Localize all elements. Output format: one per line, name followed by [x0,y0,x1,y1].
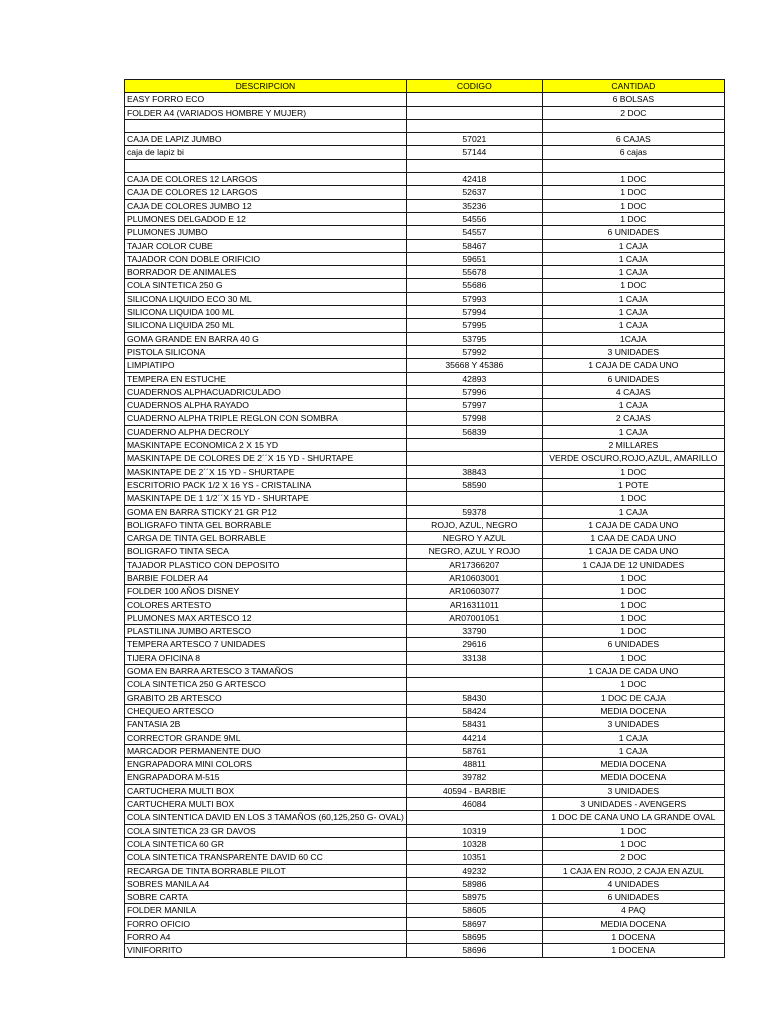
cell-cantidad: 1 DOC [542,585,724,598]
header-cantidad: CANTIDAD [542,80,724,93]
cell-descripcion: TAJAR COLOR CUBE [125,239,407,252]
cell-cantidad: 3 UNIDADES [542,345,724,358]
table-row [125,718,725,731]
cell-descripcion: SILICONA LIQUIDA 100 ML [125,306,407,319]
cell-cantidad: 1 POTE [542,478,724,491]
cell-cantidad: 1 CAJA DE CADA UNO [542,359,724,372]
cell-cantidad: 3 UNIDADES [542,718,724,731]
header-row [125,80,725,93]
table-row [125,558,725,571]
cell-codigo [406,811,542,824]
cell-descripcion: MASKINTAPE DE 1 1/2´´X 15 YD - SHURTAPE [125,492,407,505]
cell-codigo [406,106,542,119]
cell-descripcion: GRABITO 2B ARTESCO [125,691,407,704]
cell-cantidad: 1 CAJA [542,731,724,744]
cell-codigo [406,439,542,452]
cell-codigo: 56839 [406,425,542,438]
cell-codigo: 58590 [406,478,542,491]
table-row [125,877,725,890]
cell-codigo: 40594 - BARBIE [406,784,542,797]
cell-codigo [406,159,542,172]
cell-codigo: NEGRO, AZUL Y ROJO [406,545,542,558]
table-row [125,625,725,638]
cell-cantidad [542,159,724,172]
cell-descripcion: MASKINTAPE ECONOMICA 2 X 15 YD [125,439,407,452]
table-row [125,399,725,412]
table-row [125,478,725,491]
cell-cantidad: 1 CAJA [542,239,724,252]
cell-cantidad: 6 cajas [542,146,724,159]
cell-descripcion: caja de lapiz bi [125,146,407,159]
cell-descripcion: CUADERNO ALPHA DECROLY [125,425,407,438]
cell-descripcion: CAJA DE COLORES JUMBO 12 [125,199,407,212]
cell-cantidad: 1 CAA DE CADA UNO [542,532,724,545]
table-row [125,345,725,358]
cell-cantidad: 3 UNIDADES - AVENGERS [542,798,724,811]
cell-cantidad: 1 CAJA DE CADA UNO [542,665,724,678]
cell-codigo: 58697 [406,917,542,930]
cell-descripcion: CARGA DE TINTA GEL BORRABLE [125,532,407,545]
cell-codigo: 59651 [406,252,542,265]
cell-descripcion: BOLIGRAFO TINTA GEL BORRABLE [125,518,407,531]
cell-codigo: AR10603077 [406,585,542,598]
cell-descripcion: COLA SINTETICA 250 G [125,279,407,292]
cell-codigo: 55678 [406,266,542,279]
cell-cantidad [542,119,724,132]
cell-cantidad: 1 CAJA [542,319,724,332]
table-row [125,319,725,332]
cell-cantidad: 6 CAJAS [542,133,724,146]
cell-descripcion: SOBRES MANILA A4 [125,877,407,890]
cell-cantidad: 1 CAJA DE CADA UNO [542,518,724,531]
table-row [125,439,725,452]
cell-cantidad: MEDIA DOCENA [542,758,724,771]
table-row [125,518,725,531]
table-row [125,266,725,279]
cell-codigo: 57995 [406,319,542,332]
cell-descripcion: PLASTILINA JUMBO ARTESCO [125,625,407,638]
cell-descripcion: ENGRAPADORA MINI COLORS [125,758,407,771]
table-row [125,638,725,651]
cell-cantidad: 2 MILLARES [542,439,724,452]
cell-cantidad: 1 DOC [542,465,724,478]
cell-descripcion: CAJA DE COLORES 12 LARGOS [125,186,407,199]
cell-descripcion: BORRADOR DE ANIMALES [125,266,407,279]
cell-descripcion: GOMA EN BARRA STICKY 21 GR P12 [125,505,407,518]
cell-cantidad: 1 CAJA [542,425,724,438]
cell-codigo: 59378 [406,505,542,518]
cell-cantidad: 1 DOC [542,625,724,638]
table-row [125,133,725,146]
cell-descripcion: CUADERNOS ALPHA RAYADO [125,399,407,412]
cell-codigo: 39782 [406,771,542,784]
cell-descripcion: BARBIE FOLDER A4 [125,571,407,584]
cell-codigo: 58431 [406,718,542,731]
cell-descripcion: TEMPERA ARTESCO 7 UNIDADES [125,638,407,651]
table-row [125,864,725,877]
cell-cantidad: 1 DOC [542,571,724,584]
cell-codigo: 53795 [406,332,542,345]
cell-descripcion: PLUMONES DELGADOD E 12 [125,212,407,225]
cell-codigo [406,452,542,465]
cell-codigo: 58430 [406,691,542,704]
cell-cantidad: 4 UNIDADES [542,877,724,890]
cell-cantidad: 2 DOC [542,106,724,119]
cell-descripcion: CUADERNOS ALPHACUADRICULADO [125,385,407,398]
cell-codigo: 54557 [406,226,542,239]
table-row [125,891,725,904]
cell-codigo: 52637 [406,186,542,199]
cell-descripcion: FOLDER MANILA [125,904,407,917]
table-row [125,837,725,850]
table-row [125,758,725,771]
table-row [125,199,725,212]
table-row [125,119,725,132]
table-row [125,332,725,345]
table-row [125,651,725,664]
cell-cantidad: 1 DOC [542,279,724,292]
table-row [125,704,725,717]
cell-codigo: 57994 [406,306,542,319]
cell-cantidad: 6 UNIDADES [542,372,724,385]
table-row [125,598,725,611]
cell-descripcion: COLA SINTETICA 60 GR [125,837,407,850]
cell-cantidad: 1 DOC [542,611,724,624]
cell-codigo: 10328 [406,837,542,850]
table-row [125,824,725,837]
cell-descripcion: COLA SINTENTICA DAVID EN LOS 3 TAMAÑOS (60,125,250 G- OVAL) [125,811,407,824]
cell-codigo: 57144 [406,146,542,159]
cell-codigo: 42418 [406,173,542,186]
cell-descripcion: BOLIGRAFO TINTA SECA [125,545,407,558]
cell-codigo: 33138 [406,651,542,664]
cell-cantidad: 6 UNIDADES [542,638,724,651]
cell-descripcion: EASY FORRO ECO [125,93,407,106]
table-row [125,917,725,930]
cell-descripcion: PLUMONES MAX ARTESCO 12 [125,611,407,624]
cell-descripcion [125,159,407,172]
cell-codigo: 42893 [406,372,542,385]
cell-codigo: 55686 [406,279,542,292]
cell-descripcion: CUADERNO ALPHA TRIPLE REGLON CON SOMBRA [125,412,407,425]
table-row [125,385,725,398]
cell-cantidad: 2 CAJAS [542,412,724,425]
cell-cantidad: MEDIA DOCENA [542,917,724,930]
cell-cantidad: 1 DOC [542,199,724,212]
cell-cantidad: 1 CAJA [542,399,724,412]
cell-cantidad: 6 BOLSAS [542,93,724,106]
cell-cantidad: VERDE OSCURO,ROJO,AZUL, AMARILLO [542,452,724,465]
table-row [125,465,725,478]
cell-codigo: 48811 [406,758,542,771]
cell-descripcion: COLA SINTETICA 23 GR DAVOS [125,824,407,837]
cell-cantidad: 6 UNIDADES [542,891,724,904]
table-row [125,851,725,864]
cell-cantidad: 4 CAJAS [542,385,724,398]
cell-descripcion: FORRO OFICIO [125,917,407,930]
table-row [125,412,725,425]
table-row [125,611,725,624]
cell-descripcion: CORRECTOR GRANDE 9ML [125,731,407,744]
cell-descripcion: GOMA EN BARRA ARTESCO 3 TAMAÑOS [125,665,407,678]
cell-cantidad: 1 DOC [542,173,724,186]
cell-descripcion: PLUMONES JUMBO [125,226,407,239]
cell-codigo: 29616 [406,638,542,651]
cell-codigo: 58761 [406,744,542,757]
cell-codigo: 58605 [406,904,542,917]
table-row [125,811,725,824]
cell-cantidad: 1 CAJA [542,505,724,518]
table-row [125,359,725,372]
cell-descripcion [125,119,407,132]
cell-cantidad: MEDIA DOCENA [542,704,724,717]
table-row [125,452,725,465]
cell-codigo: NEGRO Y AZUL [406,532,542,545]
cell-codigo: AR16311011 [406,598,542,611]
cell-cantidad: 1 DOC [542,837,724,850]
cell-cantidad: 1 DOC [542,678,724,691]
table-row [125,931,725,944]
cell-cantidad: 3 UNIDADES [542,784,724,797]
cell-cantidad: 1 DOCENA [542,944,724,957]
cell-cantidad: 1 DOC [542,212,724,225]
cell-codigo [406,665,542,678]
cell-codigo: 44214 [406,731,542,744]
cell-codigo: 57998 [406,412,542,425]
table-row [125,146,725,159]
cell-codigo: 57021 [406,133,542,146]
cell-cantidad: 1 CAJA [542,252,724,265]
cell-cantidad: 4 PAQ [542,904,724,917]
table-row [125,665,725,678]
cell-descripcion: COLA SINTETICA TRANSPARENTE DAVID 60 CC [125,851,407,864]
cell-codigo: 58467 [406,239,542,252]
cell-descripcion: CHEQUEO ARTESCO [125,704,407,717]
cell-cantidad: 1 DOC [542,824,724,837]
cell-descripcion: ENGRAPADORA M-515 [125,771,407,784]
cell-codigo: 58696 [406,944,542,957]
cell-descripcion: TIJERA OFICINA 8 [125,651,407,664]
inventory-table [124,79,725,958]
cell-codigo: 33790 [406,625,542,638]
cell-cantidad: 1 DOC [542,598,724,611]
cell-cantidad: 1 DOC DE CAJA [542,691,724,704]
table-row [125,744,725,757]
cell-cantidad: 1 DOC [542,651,724,664]
table-row [125,731,725,744]
cell-codigo: 54556 [406,212,542,225]
table-row [125,173,725,186]
table-row [125,186,725,199]
cell-cantidad: 1 CAJA DE 12 UNIDADES [542,558,724,571]
cell-codigo [406,119,542,132]
cell-codigo: 58695 [406,931,542,944]
cell-cantidad: 1 CAJA [542,306,724,319]
cell-descripcion: FOLDER 100 AÑOS DISNEY [125,585,407,598]
cell-cantidad: 1 DOC [542,186,724,199]
table-row [125,252,725,265]
cell-cantidad: MEDIA DOCENA [542,771,724,784]
cell-cantidad: 1 DOC DE CANA UNO LA GRANDE OVAL [542,811,724,824]
cell-descripcion: SOBRE CARTA [125,891,407,904]
table-row [125,292,725,305]
table-row [125,306,725,319]
cell-descripcion: RECARGA DE TINTA BORRABLE PILOT [125,864,407,877]
cell-descripcion: FANTASIA 2B [125,718,407,731]
cell-codigo: 49232 [406,864,542,877]
cell-descripcion: MASKINTAPE DE 2´´X 15 YD - SHURTAPE [125,465,407,478]
table-row [125,492,725,505]
table-row [125,93,725,106]
cell-descripcion: CARTUCHERA MULTI BOX [125,798,407,811]
table-row [125,904,725,917]
table-row [125,691,725,704]
cell-codigo [406,678,542,691]
table-row [125,771,725,784]
cell-descripcion: COLA SINTETICA 250 G ARTESCO [125,678,407,691]
cell-cantidad: 1 CAJA [542,744,724,757]
table-row [125,944,725,957]
cell-codigo: 57992 [406,345,542,358]
cell-cantidad: 1 DOCENA [542,931,724,944]
table-row [125,585,725,598]
cell-codigo: 57993 [406,292,542,305]
cell-cantidad: 1 CAJA [542,292,724,305]
table-row [125,425,725,438]
cell-codigo: 35668 Y 45386 [406,359,542,372]
cell-codigo: 57997 [406,399,542,412]
cell-cantidad: 2 DOC [542,851,724,864]
cell-cantidad: 1 CAJA [542,266,724,279]
cell-descripcion: ESCRITORIO PACK 1/2 X 16 YS - CRISTALINA [125,478,407,491]
cell-codigo: AR17366207 [406,558,542,571]
cell-codigo: AR07001051 [406,611,542,624]
cell-descripcion: SILICONA LIQUIDO ECO 30 ML [125,292,407,305]
table-row [125,106,725,119]
cell-descripcion: VINIFORRITO [125,944,407,957]
cell-codigo [406,93,542,106]
cell-codigo: 58986 [406,877,542,890]
cell-descripcion: SILICONA LIQUIDA 250 ML [125,319,407,332]
cell-descripcion: GOMA GRANDE EN BARRA 40 G [125,332,407,345]
cell-descripcion: CARTUCHERA MULTI BOX [125,784,407,797]
cell-descripcion: LIMPIATIPO [125,359,407,372]
header-descripcion: DESCRIPCION [125,80,407,93]
cell-descripcion: CAJA DE LAPIZ JUMBO [125,133,407,146]
cell-descripcion: CAJA DE COLORES 12 LARGOS [125,173,407,186]
cell-cantidad: 1CAJA [542,332,724,345]
header-codigo: CODIGO [406,80,542,93]
cell-descripcion: FOLDER A4 (VARIADOS HOMBRE Y MUJER) [125,106,407,119]
cell-codigo: 58975 [406,891,542,904]
cell-descripcion: COLORES ARTESTO [125,598,407,611]
cell-descripcion: PISTOLA SILICONA [125,345,407,358]
cell-codigo: 57996 [406,385,542,398]
table-row [125,571,725,584]
cell-codigo: 38843 [406,465,542,478]
cell-descripcion: TAJADOR PLASTICO CON DEPOSITO [125,558,407,571]
table-row [125,372,725,385]
table-row [125,159,725,172]
cell-cantidad: 1 CAJA DE CADA UNO [542,545,724,558]
table-row [125,532,725,545]
cell-descripcion: FORRO A4 [125,931,407,944]
table-row [125,678,725,691]
table-row [125,239,725,252]
cell-cantidad: 6 UNIDADES [542,226,724,239]
cell-codigo: 58424 [406,704,542,717]
cell-codigo: 35236 [406,199,542,212]
table-row [125,545,725,558]
cell-descripcion: TAJADOR CON DOBLE ORIFICIO [125,252,407,265]
table-row [125,279,725,292]
table-row [125,505,725,518]
table-row [125,226,725,239]
cell-cantidad: 1 CAJA EN ROJO, 2 CAJA EN AZUL [542,864,724,877]
cell-codigo: ROJO, AZUL, NEGRO [406,518,542,531]
cell-codigo [406,492,542,505]
cell-codigo: 10319 [406,824,542,837]
cell-descripcion: MASKINTAPE DE COLORES DE 2´´X 15 YD - SHURTAPE [125,452,407,465]
table-row [125,784,725,797]
cell-codigo: 10351 [406,851,542,864]
cell-codigo: 46084 [406,798,542,811]
cell-descripcion: MARCADOR PERMANENTE DUO [125,744,407,757]
cell-cantidad: 1 DOC [542,492,724,505]
table-row [125,798,725,811]
table-row [125,212,725,225]
cell-descripcion: TEMPERA EN ESTUCHE [125,372,407,385]
cell-codigo: AR10603001 [406,571,542,584]
